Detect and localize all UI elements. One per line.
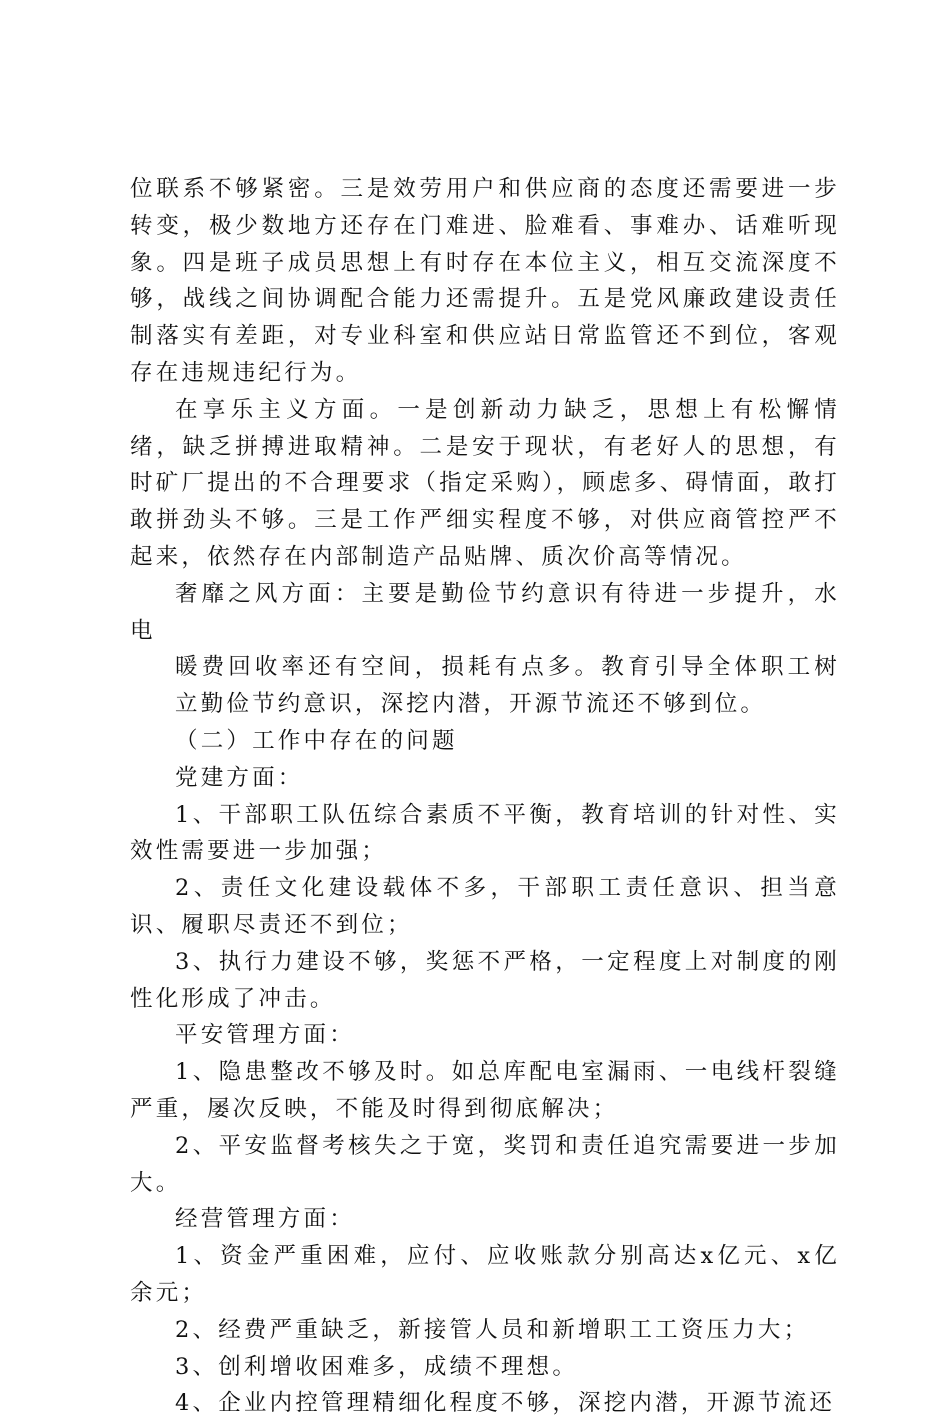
paragraph-intro-continuation: 位联系不够紧密。三是效劳用户和供应商的态度还需要进一步转变，极少数地方还存在门难进、脸难看、事难办、话难听现象。四是班子成员思想上有时存在本位主义，相互交流深度不够，战线之间协调配合能力还需提升。五是党风廉政建设责任制落实有差距，对专业科室和供应站日常监管还不到位，客观存在违规违纪行为。: [130, 176, 840, 386]
list-item-safety-2: 2、平安监督考核失之于宽，奖罚和责任追究需要进一步加大。: [130, 1132, 840, 1196]
section-heading-work-problems: （二）工作中存在的问题: [175, 727, 458, 754]
list-item-safety-1: 1、隐患整改不够及时。如总库配电室漏雨、一电线杆裂缝严重，屡次反映，不能及时得到彻底解决；: [130, 1059, 840, 1122]
paragraph-extravagance-body: 暖费回收率还有空间，损耗有点多。教育引导全体职工树立勤俭节约意识，深挖内潜，开源节流还不够到位。: [175, 654, 840, 718]
list-item-party-1: 1、干部职工队伍综合素质不平衡，教育培训的针对性、实效性需要进一步加强；: [130, 801, 840, 865]
list-item-business-4: 4、企业内控管理精细化程度不够，深挖内潜，开源节流还: [175, 1390, 836, 1417]
paragraph-hedonism: 在享乐主义方面。一是创新动力缺乏，思想上有松懈情绪，缺乏拼搏进取精神。二是安于现状，有老好人的思想，有时矿厂提出的不合理要求（指定采购），顾虑多、碍情面，敢打敢拼劲头不够。三是工作严细实程度不够，对供应商管控严不起来，依然存在内部制造产品贴牌、质次价高等情况。: [130, 396, 840, 570]
subheading-safety-management: 平安管理方面：: [175, 1022, 355, 1049]
list-item-business-1: 1、资金严重困难，应付、应收账款分别高达x亿元、x亿余元；: [130, 1243, 840, 1306]
list-item-business-3: 3、创利增收困难多，成绩不理想。: [175, 1353, 579, 1380]
list-item-party-2: 2、责任文化建设载体不多，干部职工责任意识、担当意识、履职尽责还不到位；: [130, 875, 840, 938]
paragraph-extravagance-first-line: 奢靡之风方面：主要是勤俭节约意识有待进一步提升，水电: [130, 580, 840, 644]
list-item-business-2: 2、经费严重缺乏，新接管人员和新增职工工资压力大；: [175, 1316, 810, 1343]
document-body: [130, 171, 840, 1422]
list-item-party-3: 3、执行力建设不够，奖惩不严格，一定程度上对制度的刚性化形成了冲击。: [130, 948, 840, 1012]
subheading-party-building: 党建方面：: [175, 764, 304, 791]
subheading-business-management: 经营管理方面：: [175, 1206, 355, 1233]
